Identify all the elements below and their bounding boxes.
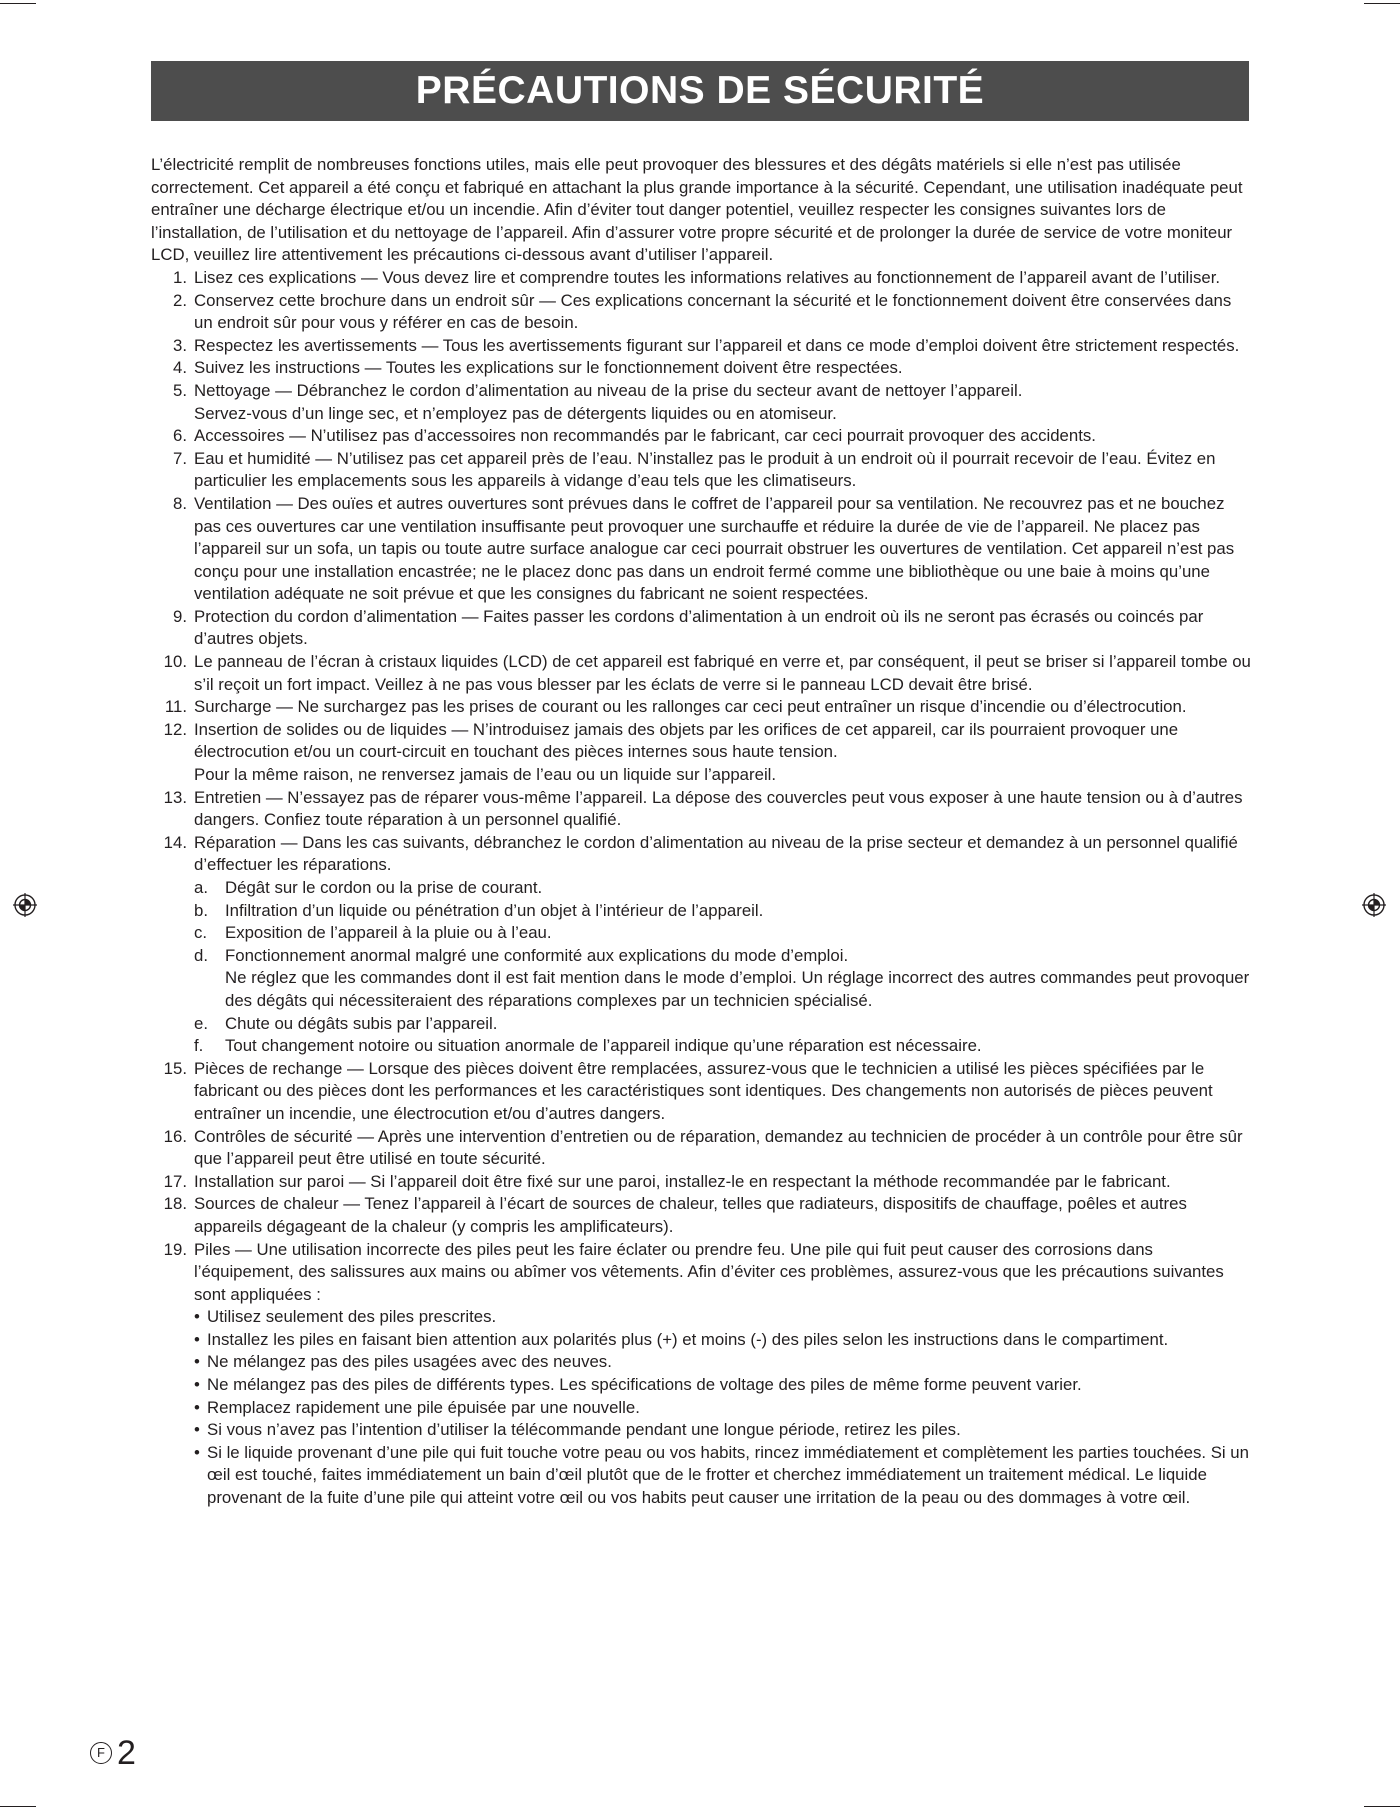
item-text: Piles — Une utilisation incorrecte des piles peut les faire éclater ou prendre feu. Une pile qui fuit peut causer des corrosions dans l’équipement, des salissures aux mains ou abîmer vos vêtements. Afin d’éviter ces problèmes, assurez-vous que les précautions suivantes sont appliquées : — [194, 1239, 1224, 1304]
item-number: 16. — [163, 1126, 187, 1146]
bullet-item — [194, 1419, 1251, 1442]
item-text: Entretien — N’essayez pas de réparer vous-même l’appareil. La dépose des couvercles peut vous exposer à une haute tension ou à d’autres dangers. Confiez toute réparation à un personnel qualifié. — [194, 787, 1243, 830]
precaution-item — [151, 290, 1251, 335]
sub-item-text: Fonctionnement anormal malgré une conformité aux explications du mode d’emploi. — [225, 945, 849, 965]
bullet-icon: • — [194, 1397, 200, 1417]
precaution-item — [151, 425, 1251, 448]
item-number: 11. — [164, 697, 187, 717]
sub-item-text-continued: Ne réglez que les commandes dont il est fait mention dans le mode d’emploi. Un réglage incorrect des autres commandes peut provoquer des dégâts qui nécessiteraient des réparations complexes par un technicien spécialisé. — [225, 968, 1250, 1010]
bullet-icon: • — [194, 1420, 200, 1440]
item-number: 13. — [163, 787, 187, 807]
precaution-item — [151, 267, 1251, 290]
language-mark: F — [90, 1742, 112, 1764]
precaution-item — [151, 787, 1251, 832]
item-text: Nettoyage — Débranchez le cordon d’alimentation au niveau de la prise du secteur avant de nettoyer l’appareil. — [194, 380, 1023, 400]
item-text: Accessoires — N’utilisez pas d’accessoires non recommandés par le fabricant, car ceci pourrait provoquer des accidents. — [194, 426, 1096, 446]
item-text: Pièces de rechange — Lorsque des pièces doivent être remplacées, assurez-vous que le technicien a utilisé les pièces spécifiées par le fabricant ou des pièces dont les performances et les caractéristiques sont identiques. Des changements non autorisés de pièces peuvent entraîner un incendie, une électrocution et/ou d’autres dangers. — [194, 1058, 1213, 1123]
bullet-text: Si vous n’avez pas l’intention d’utiliser la télécommande pendant une longue période, retirez les piles. — [207, 1420, 961, 1440]
item-number: 14. — [163, 832, 187, 852]
item-number: 3. — [173, 335, 187, 355]
bullet-item — [194, 1329, 1251, 1352]
item-text: Eau et humidité — N’utilisez pas cet appareil près de l’eau. N’installez pas le produit à un endroit où il pourrait recevoir de l’eau. Évitez en particulier les emplacements sous les appareils à vidange d’eau tels que les climatiseurs. — [194, 448, 1216, 491]
item-text: Le panneau de l’écran à cristaux liquides (LCD) de cet appareil est fabriqué en verre et, par conséquent, il peut se briser si l’appareil tombe ou s’il reçoit un fort impact. Veillez à ne pas vous blesser par les éclats de verre si le panneau LCD devait être brisé. — [194, 652, 1251, 694]
sub-item-text: Tout changement notoire ou situation anormale de l’appareil indique qu’une réparation est nécessaire. — [225, 1036, 982, 1056]
precaution-item — [151, 380, 1251, 425]
item-number: 6. — [173, 426, 187, 446]
item-number: 15. — [163, 1058, 187, 1078]
crop-mark-top-left — [0, 3, 36, 4]
registration-mark-left-icon — [13, 893, 37, 917]
item-text: Ventilation — Des ouïes et autres ouvertures sont prévues dans le coffret de l’appareil pour sa ventilation. Ne recouvrez pas et ne bouchez pas ces ouvertures car une ventilation insuffisante peut provoquer une surchauffe et réduire la durée de vie de l’appareil. Ne placez pas l’appareil sur un sofa, un tapis ou toute autre surface analogue car ceci pourrait obstruer les ouvertures de ventilation. Cet appareil n’est pas conçu pour une installation encastrée; ne le placez donc pas dans un endroit fermé comme une bibliothèque ou une baie à moins qu’une ventilation adéquate ne soit prévue et que les consignes du fabricant ne soient respectées. — [194, 493, 1235, 604]
item-text: Suivez les instructions — Toutes les explications sur le fonctionnement doivent être respectées. — [194, 358, 903, 378]
sub-item-text: Exposition de l’appareil à la pluie ou à l’eau. — [225, 923, 552, 943]
item-number: 9. — [173, 606, 187, 626]
item-text: Contrôles de sécurité — Après une intervention d’entretien ou de réparation, demandez au technicien de procéder à un contrôle pour être sûr que l’appareil peut être utilisé en toute sécurité. — [194, 1126, 1243, 1169]
precaution-item — [151, 832, 1251, 1058]
precaution-item — [151, 719, 1251, 787]
bullet-item — [194, 1374, 1251, 1397]
item-number: 8. — [173, 493, 187, 513]
bullet-list — [194, 1306, 1251, 1509]
sub-list — [194, 877, 1251, 1058]
precaution-item — [151, 1126, 1251, 1171]
intro-paragraph: L’électricité remplit de nombreuses fonctions utiles, mais elle peut provoquer des blessures et des dégâts matériels si elle n’est pas utilisée correctement. Cet appareil a été conçu et fabriqué en attachant la plus grande importance à la sécurité. Cependant, une utilisation inadéquate peut entraîner une décharge électrique et/ou un incendie. Afin d’éviter tout danger potentiel, veuillez respecter les consignes suivantes lors de l’installation, de l’utilisation et du nettoyage de l’appareil. Afin d’assurer votre propre sécurité et de prolonger la durée de service de votre moniteur LCD, veuillez lire attentivement les précautions ci-dessous avant d’utiliser l’appareil. — [151, 155, 1243, 265]
bullet-text: Ne mélangez pas des piles de différents types. Les spécifications de voltage des piles de même forme peuvent varier. — [207, 1375, 1082, 1395]
sub-item-text: Dégât sur le cordon ou la prise de courant. — [225, 878, 543, 897]
item-text: Protection du cordon d’alimentation — Faites passer les cordons d’alimentation à un endroit où ils ne seront pas écrasés ou coincés par d’autres objets. — [194, 606, 1204, 649]
bullet-icon: • — [194, 1352, 200, 1372]
item-number: 4. — [173, 358, 187, 378]
item-number: 1. — [173, 267, 187, 287]
sub-item — [194, 1013, 1251, 1036]
sub-item-text: Infiltration d’un liquide ou pénétration d’un objet à l’intérieur de l’appareil. — [225, 900, 764, 920]
precaution-item — [151, 1171, 1251, 1194]
item-text: Surcharge — Ne surchargez pas les prises de courant ou les rallonges car ceci peut entraîner un risque d’incendie ou d’électrocution. — [194, 697, 1187, 717]
item-number: 10. — [163, 652, 187, 672]
item-text: Sources de chaleur — Tenez l’appareil à l’écart de sources de chaleur, telles que radiateurs, dispositifs de chauffage, poêles et autres appareils dégageant de la chaleur (y compris les amplificateurs). — [194, 1194, 1187, 1236]
precaution-item — [151, 448, 1251, 493]
precaution-item — [151, 1058, 1251, 1126]
precaution-item — [151, 357, 1251, 380]
bullet-icon: • — [194, 1375, 200, 1395]
precaution-item — [151, 696, 1251, 719]
item-number: 7. — [173, 448, 187, 468]
bullet-icon: • — [194, 1442, 200, 1462]
registration-mark-right-icon — [1362, 893, 1386, 917]
sub-item-text: Chute ou dégâts subis par l’appareil. — [225, 1013, 498, 1033]
precaution-item — [151, 651, 1251, 696]
item-number: 17. — [163, 1171, 187, 1191]
crop-mark-bottom-right — [1364, 1806, 1400, 1807]
sub-item-letter: c. — [194, 923, 208, 943]
precaution-item — [151, 1193, 1251, 1238]
page-title: PRÉCAUTIONS DE SÉCURITÉ — [151, 61, 1249, 121]
sub-item-letter: b. — [194, 900, 208, 920]
item-text: Lisez ces explications — Vous devez lire et comprendre toutes les informations relatives au fonctionnement de l’appareil avant de l’utiliser. — [194, 267, 1221, 287]
item-text-continued: Servez-vous d’un linge sec, et n’employez pas de détergents liquides ou en atomiseur. — [194, 403, 837, 423]
sub-item — [194, 945, 1251, 1013]
item-number: 19. — [163, 1239, 187, 1259]
page-number: 2 — [117, 1734, 136, 1772]
precaution-item — [151, 493, 1251, 606]
precaution-item — [151, 335, 1251, 358]
sub-item-letter: f. — [194, 1036, 204, 1056]
precautions-list — [151, 267, 1251, 1510]
bullet-icon: • — [194, 1329, 200, 1349]
item-text: Conservez cette brochure dans un endroit sûr — Ces explications concernant la sécurité et le fonctionnement doivent être conservées dans un endroit sûr pour vous y référer en cas de besoin. — [194, 290, 1232, 333]
item-text: Réparation — Dans les cas suivants, débranchez le cordon d’alimentation au niveau de la prise secteur et demandez à un personnel qualifié d’effectuer les réparations. — [194, 832, 1238, 875]
bullet-text: Utilisez seulement des piles prescrites. — [207, 1307, 497, 1327]
item-text: Insertion de solides ou de liquides — N’introduisez jamais des objets par les orifices de cet appareil, car ils pourraient provoquer une électrocution et/ou un court-circuit en touchant des pièces internes sous haute tension. — [194, 719, 1179, 762]
bullet-icon: • — [194, 1307, 200, 1327]
crop-mark-bottom-left — [0, 1806, 36, 1807]
bullet-item — [194, 1442, 1251, 1510]
precaution-item — [151, 606, 1251, 651]
sub-item — [194, 1035, 1251, 1058]
item-text: Installation sur paroi — Si l’appareil doit être fixé sur une paroi, installez-le en respectant la méthode recommandée par le fabricant. — [194, 1171, 1171, 1191]
sub-item-letter: a. — [194, 878, 208, 897]
bullet-item — [194, 1306, 1251, 1329]
item-number: 12. — [163, 719, 187, 739]
item-number: 18. — [163, 1194, 187, 1214]
crop-mark-top-right — [1364, 3, 1400, 4]
bullet-text: Si le liquide provenant d’une pile qui fuit touche votre peau ou vos habits, rincez immédiatement et complètement les parties touchées. Si un œil est touché, faites immédiatement un bain d’œil plutôt que de le frotter et cherchez immédiatement un traitement médical. Le liquide provenant de la fuite d’une pile qui atteint votre œil ou vos habits peut causer une irritation de la peau ou des dommages à votre œil. — [207, 1442, 1249, 1508]
safety-content — [151, 154, 1251, 1510]
item-text: Respectez les avertissements — Tous les avertissements figurant sur l’appareil et dans ce mode d’emploi doivent être strictement respectés. — [194, 335, 1240, 355]
bullet-text: Remplacez rapidement une pile épuisée par une nouvelle. — [207, 1397, 640, 1417]
item-number: 2. — [173, 290, 187, 310]
precaution-item — [151, 1239, 1251, 1510]
bullet-text: Installez les piles en faisant bien attention aux polarités plus (+) et moins (-) des piles selon les instructions dans le compartiment. — [207, 1329, 1169, 1349]
sub-item — [194, 922, 1251, 945]
sub-item — [194, 900, 1251, 923]
item-number: 5. — [173, 380, 187, 400]
bullet-item — [194, 1351, 1251, 1374]
sub-item-letter: d. — [194, 945, 208, 965]
sub-item — [194, 877, 1251, 900]
bullet-text: Ne mélangez pas des piles usagées avec des neuves. — [207, 1352, 612, 1372]
item-text-continued: Pour la même raison, ne renversez jamais de l’eau ou un liquide sur l’appareil. — [194, 765, 777, 785]
bullet-item — [194, 1397, 1251, 1420]
sub-item-letter: e. — [194, 1013, 208, 1033]
